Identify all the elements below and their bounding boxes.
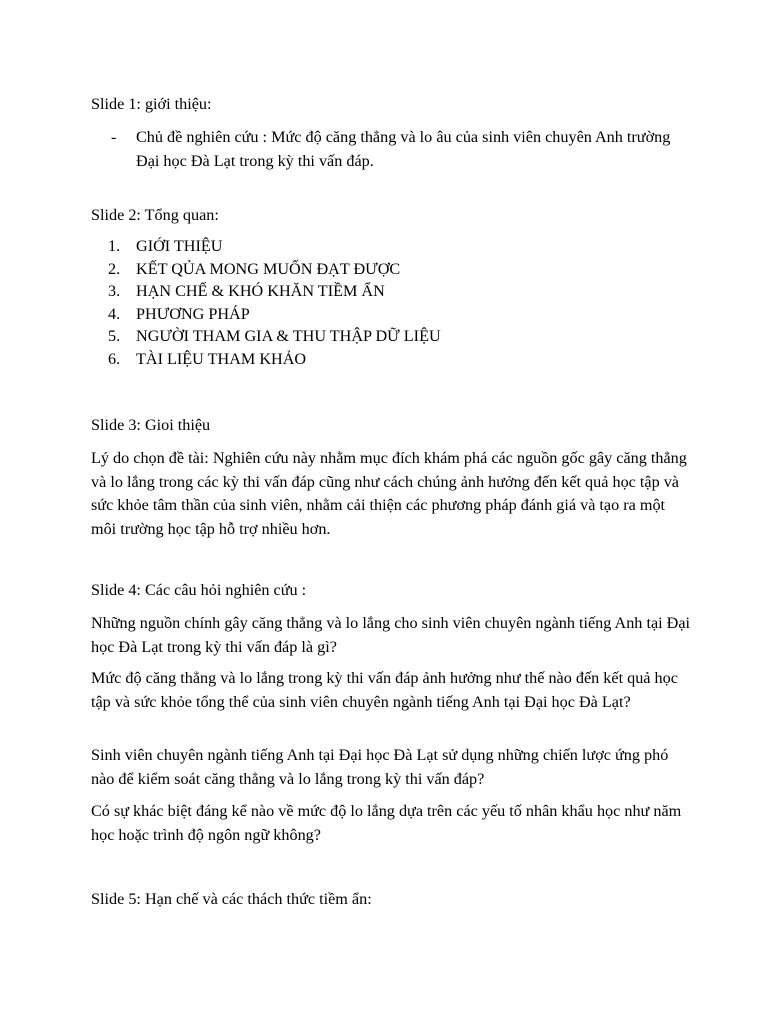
list-item-text: PHƯƠNG PHÁP — [136, 304, 250, 323]
list-item-text: HẠN CHẾ & KHÓ KHĂN TIỀM ẨN — [136, 282, 385, 301]
overview-list — [108, 235, 668, 371]
list-item — [108, 258, 668, 281]
list-item-number: 6. — [108, 349, 121, 368]
slide1-bullet — [113, 126, 683, 173]
list-item-number: 2. — [108, 259, 121, 278]
list-item-number: 5. — [108, 327, 121, 346]
research-question-2: Mức độ căng thẳng và lo lắng trong kỳ thi vấn đáp ảnh hưởng như thế nào đến kết quả học tập và sức khỏe tổng thể của sinh viên chuyên ngành tiếng Anh tại Đại học Đà Lạt? — [91, 669, 678, 711]
slide3-heading: Slide 3: Gioi thiệu — [91, 416, 211, 434]
slide3-paragraph: Lý do chọn đề tài: Nghiên cứu này nhằm mục đích khám phá các nguồn gốc gây căng thẳng và lo lắng trong các kỳ thi vấn đáp cũng như cách chúng ảnh hưởng đến kết quả học tập và sức khỏe tâm thần của sinh viên, nhằm cải thiện các phương pháp đánh giá và tạo ra một môi trường học tập hỗ trợ nhiều hơn. — [91, 449, 687, 538]
list-item-number: 4. — [108, 304, 121, 323]
list-item — [108, 325, 668, 348]
bullet-dash: - — [111, 128, 117, 146]
slide1-bullet-text: Chủ đề nghiên cứu : Mức độ căng thẳng và lo âu của sinh viên chuyên Anh trường Đại học Đà Lạt trong kỳ thi vấn đáp. — [136, 128, 671, 170]
research-question-1: Những nguồn chính gây căng thẳng và lo lắng cho sinh viên chuyên ngành tiếng Anh tại Đại học Đà Lạt trong kỳ thi vấn đáp là gì? — [91, 614, 691, 656]
list-item — [108, 280, 668, 303]
list-item — [108, 348, 668, 371]
research-question-3: Sinh viên chuyên ngành tiếng Anh tại Đại học Đà Lạt sử dụng những chiến lược ứng phó nào để kiểm soát căng thẳng và lo lắng trong kỳ thi vấn đáp? — [91, 746, 669, 788]
slide5-heading: Slide 5: Hạn chế và các thách thức tiềm ẩn: — [91, 890, 372, 908]
list-item-text: KẾT QỦA MONG MUỐN ĐẠT ĐƯỢC — [136, 259, 401, 278]
list-item-number: 3. — [108, 282, 121, 301]
slide1-heading: Slide 1: giới thiệu: — [91, 95, 212, 113]
slide4-heading: Slide 4: Các câu hỏi nghiên cứu : — [91, 581, 307, 599]
list-item-text: GIỚI THIỆU — [136, 237, 223, 255]
slide2-heading: Slide 2: Tổng quan: — [91, 206, 219, 224]
list-item-text: TÀI LIỆU THAM KHẢO — [136, 349, 307, 368]
list-item-number: 1. — [108, 237, 121, 255]
list-item — [108, 303, 668, 326]
research-question-4: Có sự khác biệt đáng kể nào về mức độ lo lắng dựa trên các yếu tố nhân khẩu học như năm học hoặc trình độ ngôn ngữ không? — [91, 802, 682, 844]
list-item-text: NGƯỜI THAM GIA & THU THẬP DỮ LIỆU — [136, 327, 441, 346]
list-item — [108, 235, 668, 258]
